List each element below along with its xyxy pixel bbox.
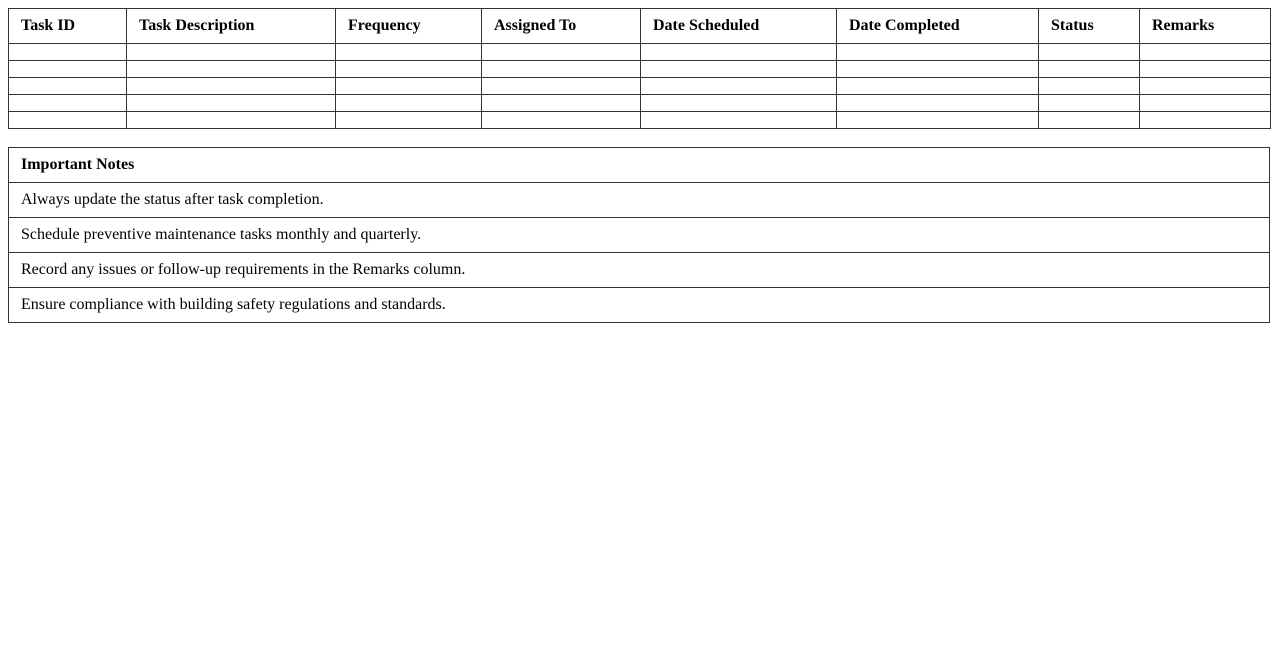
table-cell[interactable] — [837, 78, 1039, 95]
table-cell[interactable] — [837, 61, 1039, 78]
table-cell[interactable] — [1039, 95, 1140, 112]
table-cell[interactable] — [641, 112, 837, 129]
table-cell[interactable] — [482, 95, 641, 112]
table-row — [9, 112, 1271, 129]
table-cell[interactable] — [1140, 95, 1271, 112]
important-notes-table — [8, 147, 1270, 323]
table-cell[interactable] — [1039, 112, 1140, 129]
note-row — [9, 288, 1270, 323]
column-header-date-completed: Date Completed — [837, 9, 1039, 44]
table-cell[interactable] — [336, 61, 482, 78]
table-cell[interactable] — [482, 78, 641, 95]
table-row — [9, 61, 1271, 78]
table-cell[interactable] — [127, 44, 336, 61]
note-row — [9, 183, 1270, 218]
table-row — [9, 95, 1271, 112]
table-cell[interactable] — [837, 95, 1039, 112]
table-cell[interactable] — [1039, 44, 1140, 61]
table-cell[interactable] — [482, 112, 641, 129]
column-header-frequency: Frequency — [336, 9, 482, 44]
notes-header-row — [9, 148, 1270, 183]
table-cell[interactable] — [482, 61, 641, 78]
table-row — [9, 44, 1271, 61]
table-cell[interactable] — [9, 95, 127, 112]
column-header-assigned-to: Assigned To — [482, 9, 641, 44]
column-header-date-scheduled: Date Scheduled — [641, 9, 837, 44]
page — [0, 0, 1278, 323]
table-cell[interactable] — [127, 95, 336, 112]
table-cell[interactable] — [641, 78, 837, 95]
note-row — [9, 253, 1270, 288]
table-cell[interactable] — [336, 95, 482, 112]
table-cell[interactable] — [837, 44, 1039, 61]
table-cell[interactable] — [1140, 78, 1271, 95]
table-row — [9, 78, 1271, 95]
table-cell[interactable] — [1140, 61, 1271, 78]
table-cell[interactable] — [127, 78, 336, 95]
table-cell[interactable] — [837, 112, 1039, 129]
column-header-remarks: Remarks — [1140, 9, 1271, 44]
table-cell[interactable] — [9, 44, 127, 61]
note-item: Record any issues or follow-up requirements in the Remarks column. — [9, 253, 1270, 288]
note-row — [9, 218, 1270, 253]
notes-heading: Important Notes — [9, 148, 1270, 183]
column-header-task-id: Task ID — [9, 9, 127, 44]
table-cell[interactable] — [9, 78, 127, 95]
column-header-status: Status — [1039, 9, 1140, 44]
table-cell[interactable] — [336, 78, 482, 95]
table-cell[interactable] — [641, 44, 837, 61]
table-cell[interactable] — [1039, 61, 1140, 78]
table-header-row — [9, 9, 1271, 44]
note-item: Schedule preventive maintenance tasks monthly and quarterly. — [9, 218, 1270, 253]
note-item: Always update the status after task completion. — [9, 183, 1270, 218]
table-cell[interactable] — [9, 112, 127, 129]
table-cell[interactable] — [336, 44, 482, 61]
table-cell[interactable] — [482, 44, 641, 61]
table-cell[interactable] — [127, 112, 336, 129]
table-cell[interactable] — [1140, 112, 1271, 129]
table-cell[interactable] — [127, 61, 336, 78]
note-item: Ensure compliance with building safety regulations and standards. — [9, 288, 1270, 323]
column-header-task-description: Task Description — [127, 9, 336, 44]
table-cell[interactable] — [336, 112, 482, 129]
table-cell[interactable] — [641, 95, 837, 112]
table-cell[interactable] — [9, 61, 127, 78]
table-cell[interactable] — [1039, 78, 1140, 95]
maintenance-tasks-table — [8, 8, 1271, 129]
table-cell[interactable] — [1140, 44, 1271, 61]
table-cell[interactable] — [641, 61, 837, 78]
